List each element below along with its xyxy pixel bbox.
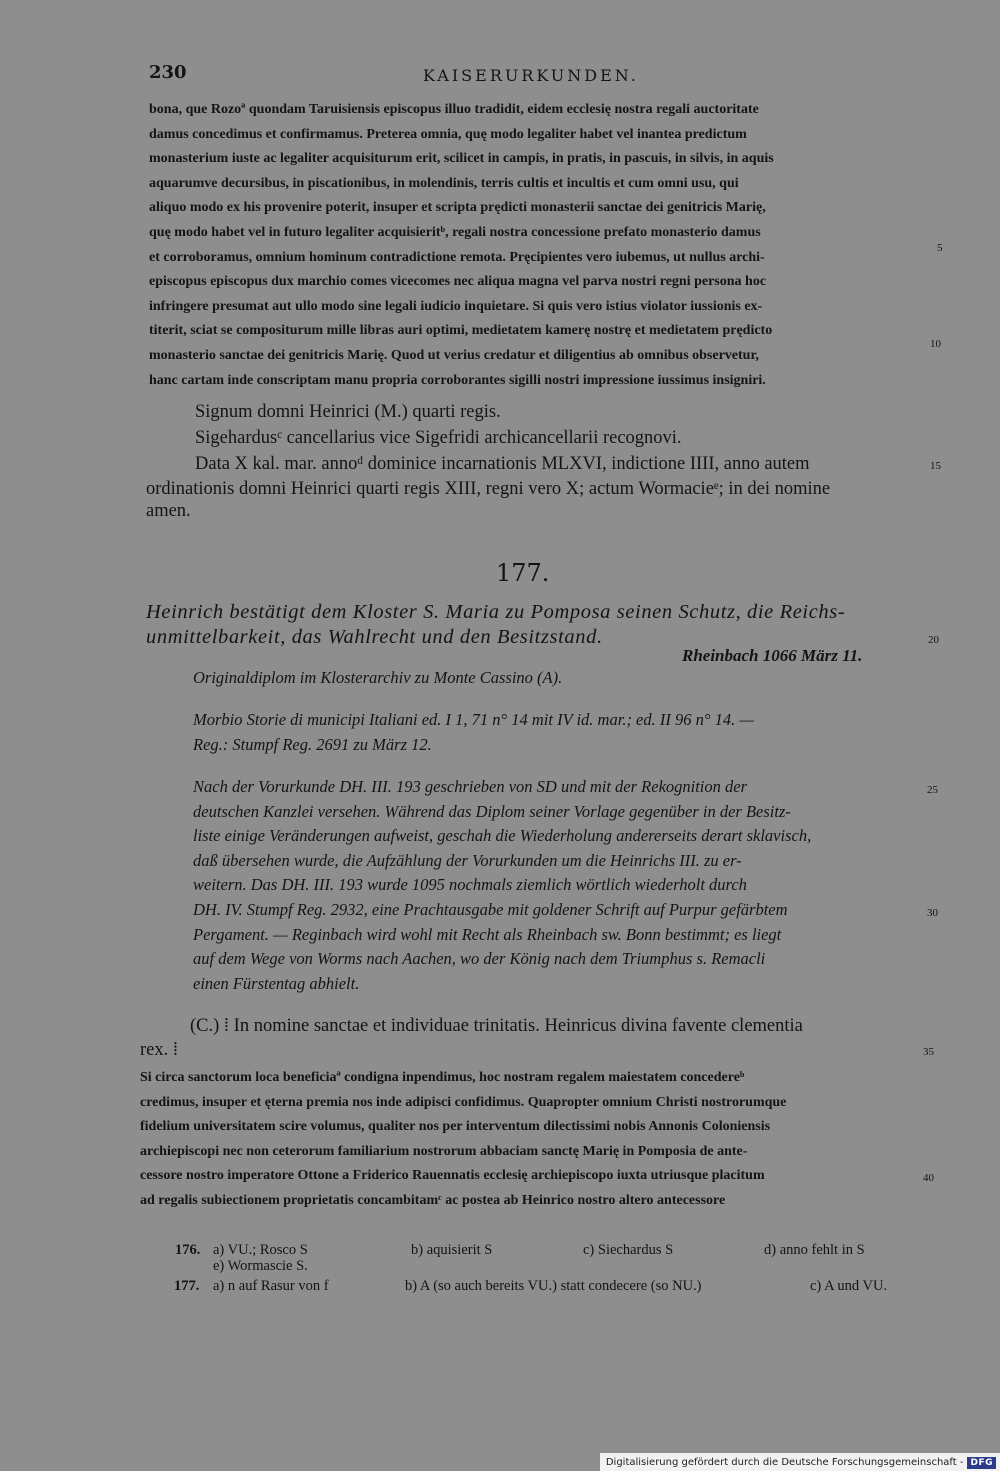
commentary-line: DH. IV. Stumpf Reg. 2932, eine Prachtausgabe mit goldener Schrift auf Purpur gefärbtem <box>193 899 788 919</box>
footnote-176-c: c) Siechardus S <box>583 1242 674 1258</box>
data-line: Data X kal. mar. annoᵈ dominice incarnationis MLXVI, indictione IIII, anno autem <box>195 454 810 474</box>
footnote-176-b: b) aquisierit S <box>411 1242 493 1258</box>
text-line: monasterium iuste ac legaliter acquisiturum erit, scilicet in campis, in pratis, in pascuis, in silvis, in aquis <box>149 151 774 167</box>
edition-line: Reg.: Stumpf Reg. 2691 zu März 12. <box>193 734 432 754</box>
commentary-line: deutschen Kanzlei versehen. Während das Diplom seiner Vorlage gegenüber in der Besitz- <box>193 801 791 821</box>
footnote-177-b: b) A (so auch bereits VU.) statt condecere (so NU.) <box>405 1278 702 1294</box>
doc177-body <box>140 1066 786 1214</box>
text-line: aliquo modo ex his provenire poterit, insuper et scripta prędicti monasterii sanctae dei genitricis Marię, <box>149 200 766 216</box>
line-number: 15 <box>930 460 941 472</box>
commentary-line: weitern. Das DH. III. 193 wurde 1095 nochmals ziemlich wörtlich wiederholt durch <box>193 875 747 895</box>
text-line: fidelium universitatem scire volumus, qualiter nos per interventum dilectissimi nobis Annonis Coloniensis <box>140 1119 771 1135</box>
footnote-176-e: e) Wormascie S. <box>213 1258 308 1274</box>
commentary-line: Pergament. — Reginbach wird wohl mit Recht als Rheinbach sw. Bonn bestimmt; es liegt <box>193 924 782 944</box>
commentary <box>193 775 811 996</box>
line-number: 25 <box>927 784 938 796</box>
commentary-line: liste einige Veränderungen aufweist, geschah die Wiederholung andererseits derart sklavisch, <box>193 826 812 846</box>
text-line: hanc cartam inde conscriptam manu propria corroborantes sigilli nostri impressione iussimus insigniri. <box>149 372 766 388</box>
text-line: ad regalis subiectionem proprietatis concambitamᶜ ac postea ab Heinrico nostro altero antecessore <box>140 1192 726 1208</box>
text-line: monasterio sanctae dei genitricis Marię. Quod ut verius credatur et diligentius ab omnibus observetur, <box>149 347 759 363</box>
text-line: infringere presumat aut ullo modo sine legali iudicio inquietare. Si quis vero istius violator iussionis ex- <box>149 298 763 314</box>
data-line: amen. <box>146 501 191 521</box>
line-number: 40 <box>923 1172 934 1184</box>
invocation-line: rex. ⁞ <box>140 1040 179 1060</box>
invocation-line: (C.) ⁞ In nomine sanctae et individuae trinitatis. Heinricus divina favente clementia <box>190 1016 803 1036</box>
text-line: aquarumve decursibus, in piscationibus, in molendinis, terris cultis et incultis et cum omni usu, qui <box>149 175 739 191</box>
footnote-177-a: a) n auf Rasur von f <box>213 1278 329 1294</box>
place-date: Rheinbach 1066 März 11. <box>682 646 863 665</box>
line-number: 20 <box>928 634 939 646</box>
footnote-176-d: d) anno fehlt in S <box>764 1242 865 1258</box>
text-line: episcopus episcopus dux marchio comes vicecomes nec aliqua magna vel parva nostri regni persona hoc <box>149 274 767 290</box>
line-number: 30 <box>927 907 938 919</box>
text-line: archiepiscopi nec non ceterorum familiarium nostrorum abbaciam sanctę Marię in Pomposia de ante- <box>140 1143 748 1159</box>
recognition-line: Sigehardusᶜ cancellarius vice Sigefridi archicancellarii recognovi. <box>195 428 682 448</box>
line-number: 35 <box>923 1046 934 1058</box>
footnote-label-177: 177. <box>174 1278 200 1294</box>
data-line: ordinationis domni Heinrici quarti regis XIII, regni vero X; actum Wormacieᵉ; in dei nomine <box>146 479 831 499</box>
text-line: titerit, sciat se compositurum mille libras auri optimi, medietatem kamerę nostrę et medietatem prędicto <box>149 323 773 339</box>
footnote-176-a: a) VU.; Rosco S <box>213 1242 308 1258</box>
dfg-logo-icon: DFG <box>967 1457 996 1469</box>
heading-line: unmittelbarkeit, das Wahlrecht und den Besitzstand. <box>146 626 603 648</box>
doc176-body <box>149 98 774 393</box>
commentary-line: auf dem Wege von Worms nach Aachen, wo der König nach dem Triumphus s. Remacli <box>193 949 766 969</box>
line-number: 5 <box>937 242 943 254</box>
signum-line: Signum domni Heinrici (M.) quarti regis. <box>195 402 501 422</box>
footnote-177-c: c) A und VU. <box>810 1278 888 1294</box>
commentary-line: Nach der Vorurkunde DH. III. 193 geschrieben von SD und mit der Rekognition der <box>193 777 748 796</box>
commentary-line: einen Fürstentag abhielt. <box>193 973 360 993</box>
text-line: credimus, insuper et ęterna premia nos inde adipisci confidimus. Quapropter omnium Christi nostrorumque <box>140 1094 787 1110</box>
text-line: quę modo habet vel in futuro legaliter acquisieritᵇ, regali nostra concessione prefato monasterio damus <box>149 224 761 240</box>
digitization-credit <box>600 1453 1000 1471</box>
original-note: Originaldiplom im Klosterarchiv zu Monte Cassino (A). <box>193 668 563 687</box>
page-number: 230 <box>149 62 187 83</box>
document-number: 177. <box>496 559 550 587</box>
regest-heading <box>146 600 845 650</box>
text-line: bona, que Rozoª quondam Taruisiensis episcopus illuo tradidit, eidem ecclesię nostra regali auctoritate <box>149 102 759 117</box>
edition-note <box>193 708 754 757</box>
line-number: 10 <box>930 338 941 350</box>
text-line: damus concedimus et confirmamus. Preterea omnia, quę modo legaliter habet vel inantea predictum <box>149 126 747 142</box>
text-line: Si circa sanctorum loca beneficiaª condigna inpendimus, hoc nostram regalem maiestatem concedereᵇ <box>140 1070 745 1085</box>
text-line: et corroboramus, omnium hominum contradictione remota. Pręcipientes vero iubemus, ut nullus archi- <box>149 249 765 265</box>
text-line: cessore nostro imperatore Ottone a Friderico Rauennatis ecclesię archiepiscopo iuxta utriusque placitum <box>140 1168 765 1184</box>
commentary-line: daß übersehen wurde, die Aufzählung der Vorurkunden um die Heinrichs III. zu er- <box>193 850 742 870</box>
edition-line: Morbio Storie di municipi Italiani ed. I 1, 71 n° 14 mit IV id. mar.; ed. II 96 n° 14. — <box>193 710 755 729</box>
credit-text: Digitalisierung gefördert durch die Deutsche Forschungsgemeinschaft - <box>605 1457 964 1468</box>
heading-line: Heinrich bestätigt dem Kloster S. Maria zu Pomposa seinen Schutz, die Reichs- <box>146 601 846 623</box>
footnote-label-176: 176. <box>175 1242 201 1258</box>
running-title: KAISERURKUNDEN. <box>423 66 639 85</box>
